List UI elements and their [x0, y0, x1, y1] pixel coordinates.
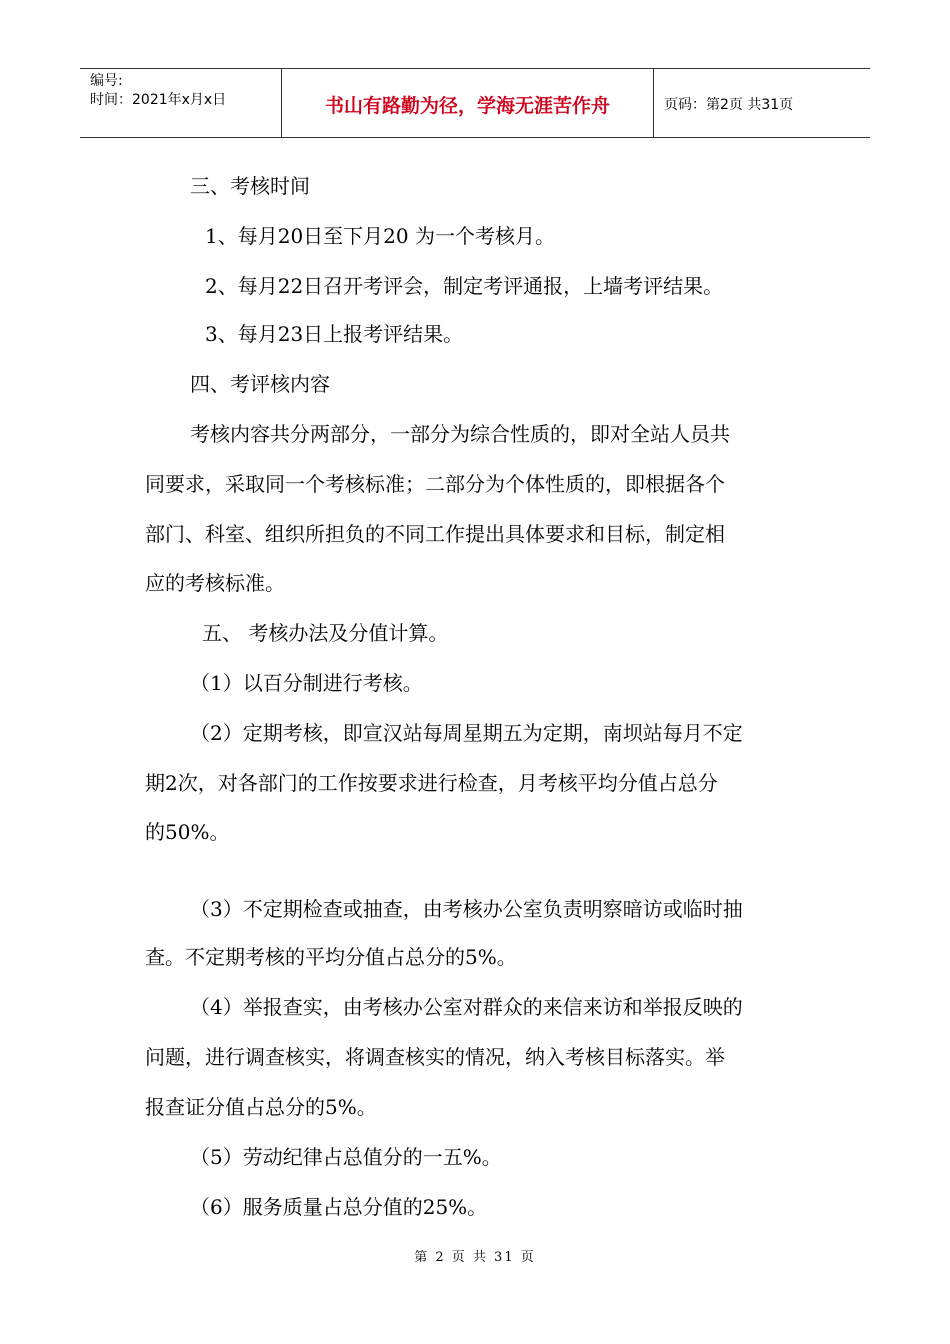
header-motto: 书山有路勤为径，学海无涯苦作舟: [282, 69, 654, 137]
paragraph-line: （3）不定期检查或抽查，由考核办公室负责明察暗访或临时抽: [190, 897, 743, 921]
list-item: 2、每月22日召开考评会，制定考评通报，上墙考评结果。: [205, 274, 724, 298]
paragraph-line: 考核内容共分两部分，一部分为综合性质的，即对全站人员共: [190, 422, 730, 446]
header-page-info: 页码：第2页 共31页: [664, 97, 794, 113]
header-meta: [80, 69, 282, 137]
paragraph-line: 的50%。: [145, 820, 230, 844]
document-number-label: 编号:: [90, 73, 123, 89]
paragraph-line: 报查证分值占总分的5%。: [145, 1095, 377, 1119]
list-item: （6）服务质量占总分值的25%。: [190, 1195, 488, 1219]
paragraph-line: 问题，进行调查核实，将调查核实的情况，纳入考核目标落实。举: [145, 1045, 725, 1069]
page-footer: 第 2 页 共 31 页: [414, 1250, 536, 1265]
list-item: 1、每月20日至下月20 为一个考核月。: [205, 224, 555, 248]
document-date: 时间：2021年x月x日: [90, 92, 227, 108]
list-item: 3、每月23日上报考评结果。: [205, 322, 464, 346]
section-heading-time: 三、考核时间: [190, 174, 310, 198]
list-item: （1）以百分制进行考核。: [190, 671, 423, 695]
paragraph-line: （2）定期考核，即宣汉站每周星期五为定期，南坝站每月不定: [190, 721, 743, 745]
page-header: [80, 68, 870, 138]
paragraph-line: （4）举报查实，由考核办公室对群众的来信来访和举报反映的: [190, 995, 743, 1019]
paragraph-line: 应的考核标准。: [145, 571, 285, 595]
paragraph-line: 查。不定期考核的平均分值占总分的5%。: [145, 945, 517, 969]
paragraph-line: 期2次，对各部门的工作按要求进行检查，月考核平均分值占总分: [145, 771, 718, 795]
list-item: （5）劳动纪律占总值分的一五%。: [190, 1145, 502, 1169]
paragraph-line: 部门、科室、组织所担负的不同工作提出具体要求和目标，制定相: [145, 522, 725, 546]
section-heading-content: 四、考评核内容: [190, 372, 330, 396]
paragraph-line: 同要求，采取同一个考核标准；二部分为个体性质的，即根据各个: [145, 472, 725, 496]
section-heading-method: 五、 考核办法及分值计算。: [202, 621, 449, 645]
